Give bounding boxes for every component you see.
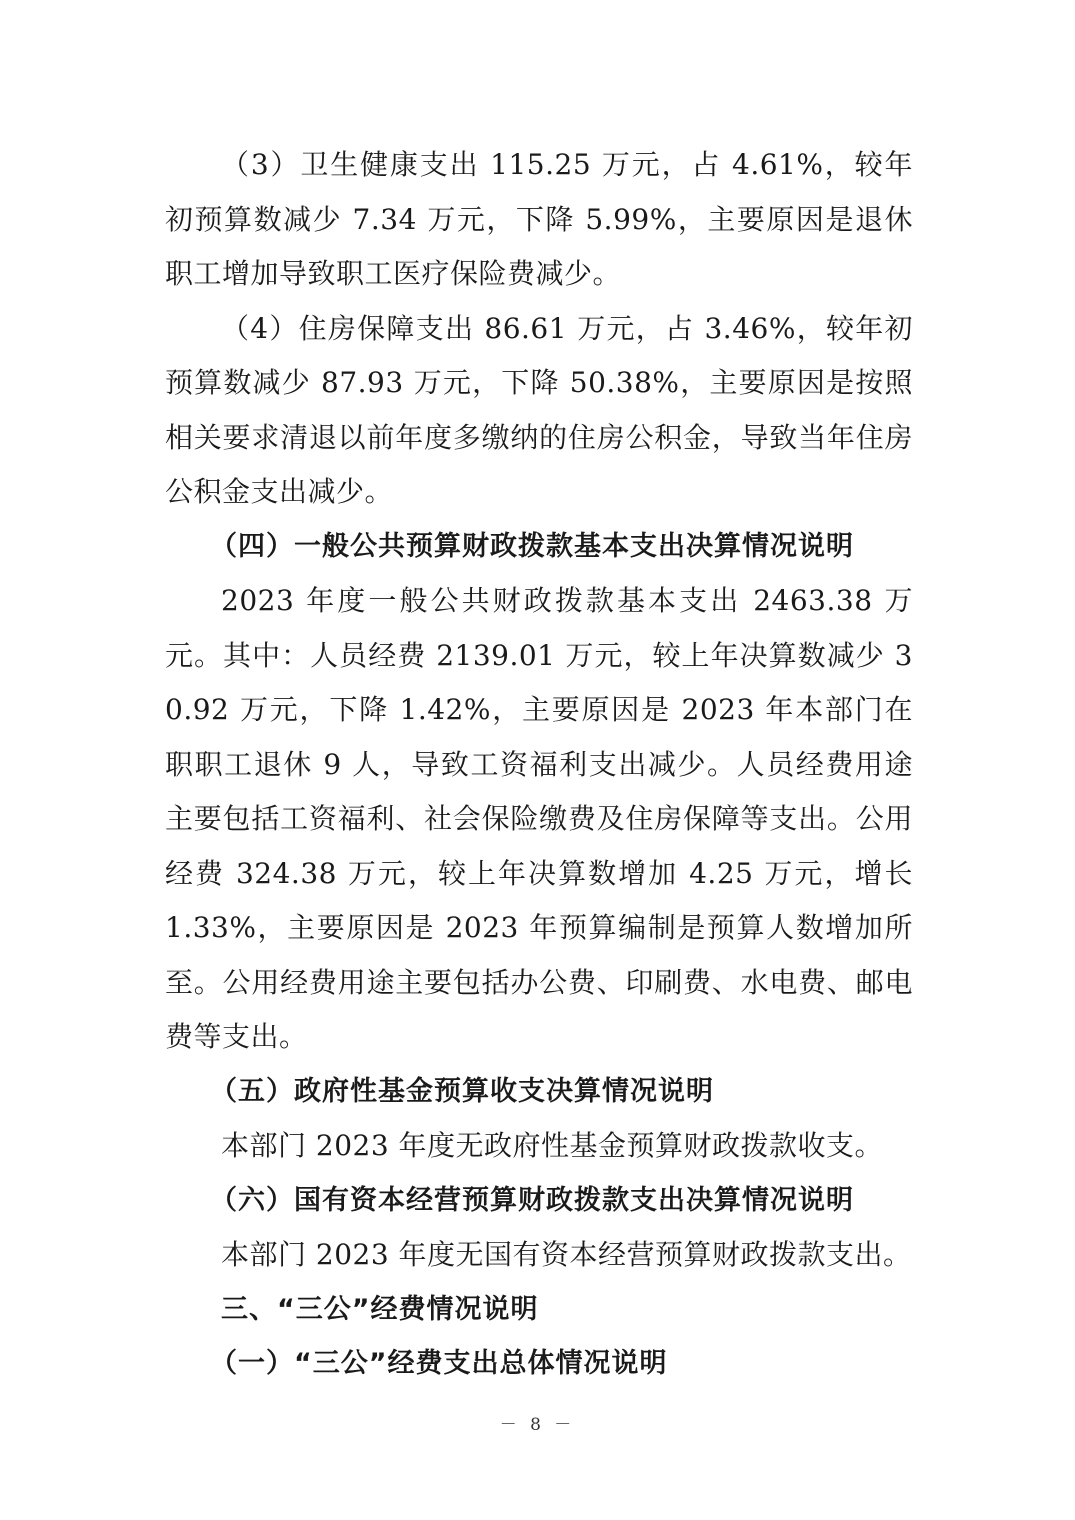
paragraph-health-expenditure: （3）卫生健康支出 115.25 万元，占 4.61%，较年初预算数减少 7.34 万元，下降 5.99%，主要原因是退休职工增加导致职工医疗保险费减少。 [165,148,913,290]
paragraph-housing-expenditure: （4）住房保障支出 86.61 万元，占 3.46%，较年初预算数减少 87.93 万元，下降 50.38%，主要原因是按照相关要求清退以前年度多缴纳的住房公积金，导致当年住房公积金支出减少。 [165,311,913,508]
paragraph-basic-expenditure: 2023 年度一般公共财政拨款基本支出 2463.38 万元。其中：人员经费 2139.01 万元，较上年决算数减少 30.92 万元，下降 1.42%，主要原因是 2023 年本部门在职职工退休 9 人，导致工资福利支出减少。人员经费用途主要包括工资福利、社会保险缴费及住房保障等支出。公用经费 324.38 万元，较上年决算数增加 4.25 万元，增长 1.33%，主要原因是 2023 年预算编制是预算人数增加所至。公用经费用途主要包括办公费、印刷费、水电费、邮电费等支出。 [165,584,913,1053]
heading-three-public-overview: （一）“三公”经费支出总体情况说明 [210,1348,668,1379]
section-title-three-public: 三、“三公”经费情况说明 [221,1293,539,1325]
heading-state-capital: （六）国有资本经营预算财政拨款支出决算情况说明 [210,1184,854,1216]
paragraph-state-capital: 本部门 2023 年度无国有资本经营预算财政拨款支出。 [221,1238,912,1271]
heading-government-fund: （五）政府性基金预算收支决算情况说明 [210,1075,714,1107]
paragraph-government-fund: 本部门 2023 年度无政府性基金预算财政拨款收支。 [221,1129,884,1162]
page-number: － 8 － [499,1415,576,1435]
document-body [165,138,913,1392]
heading-basic-expenditure: （四）一般公共预算财政拨款基本支出决算情况说明 [210,530,854,562]
